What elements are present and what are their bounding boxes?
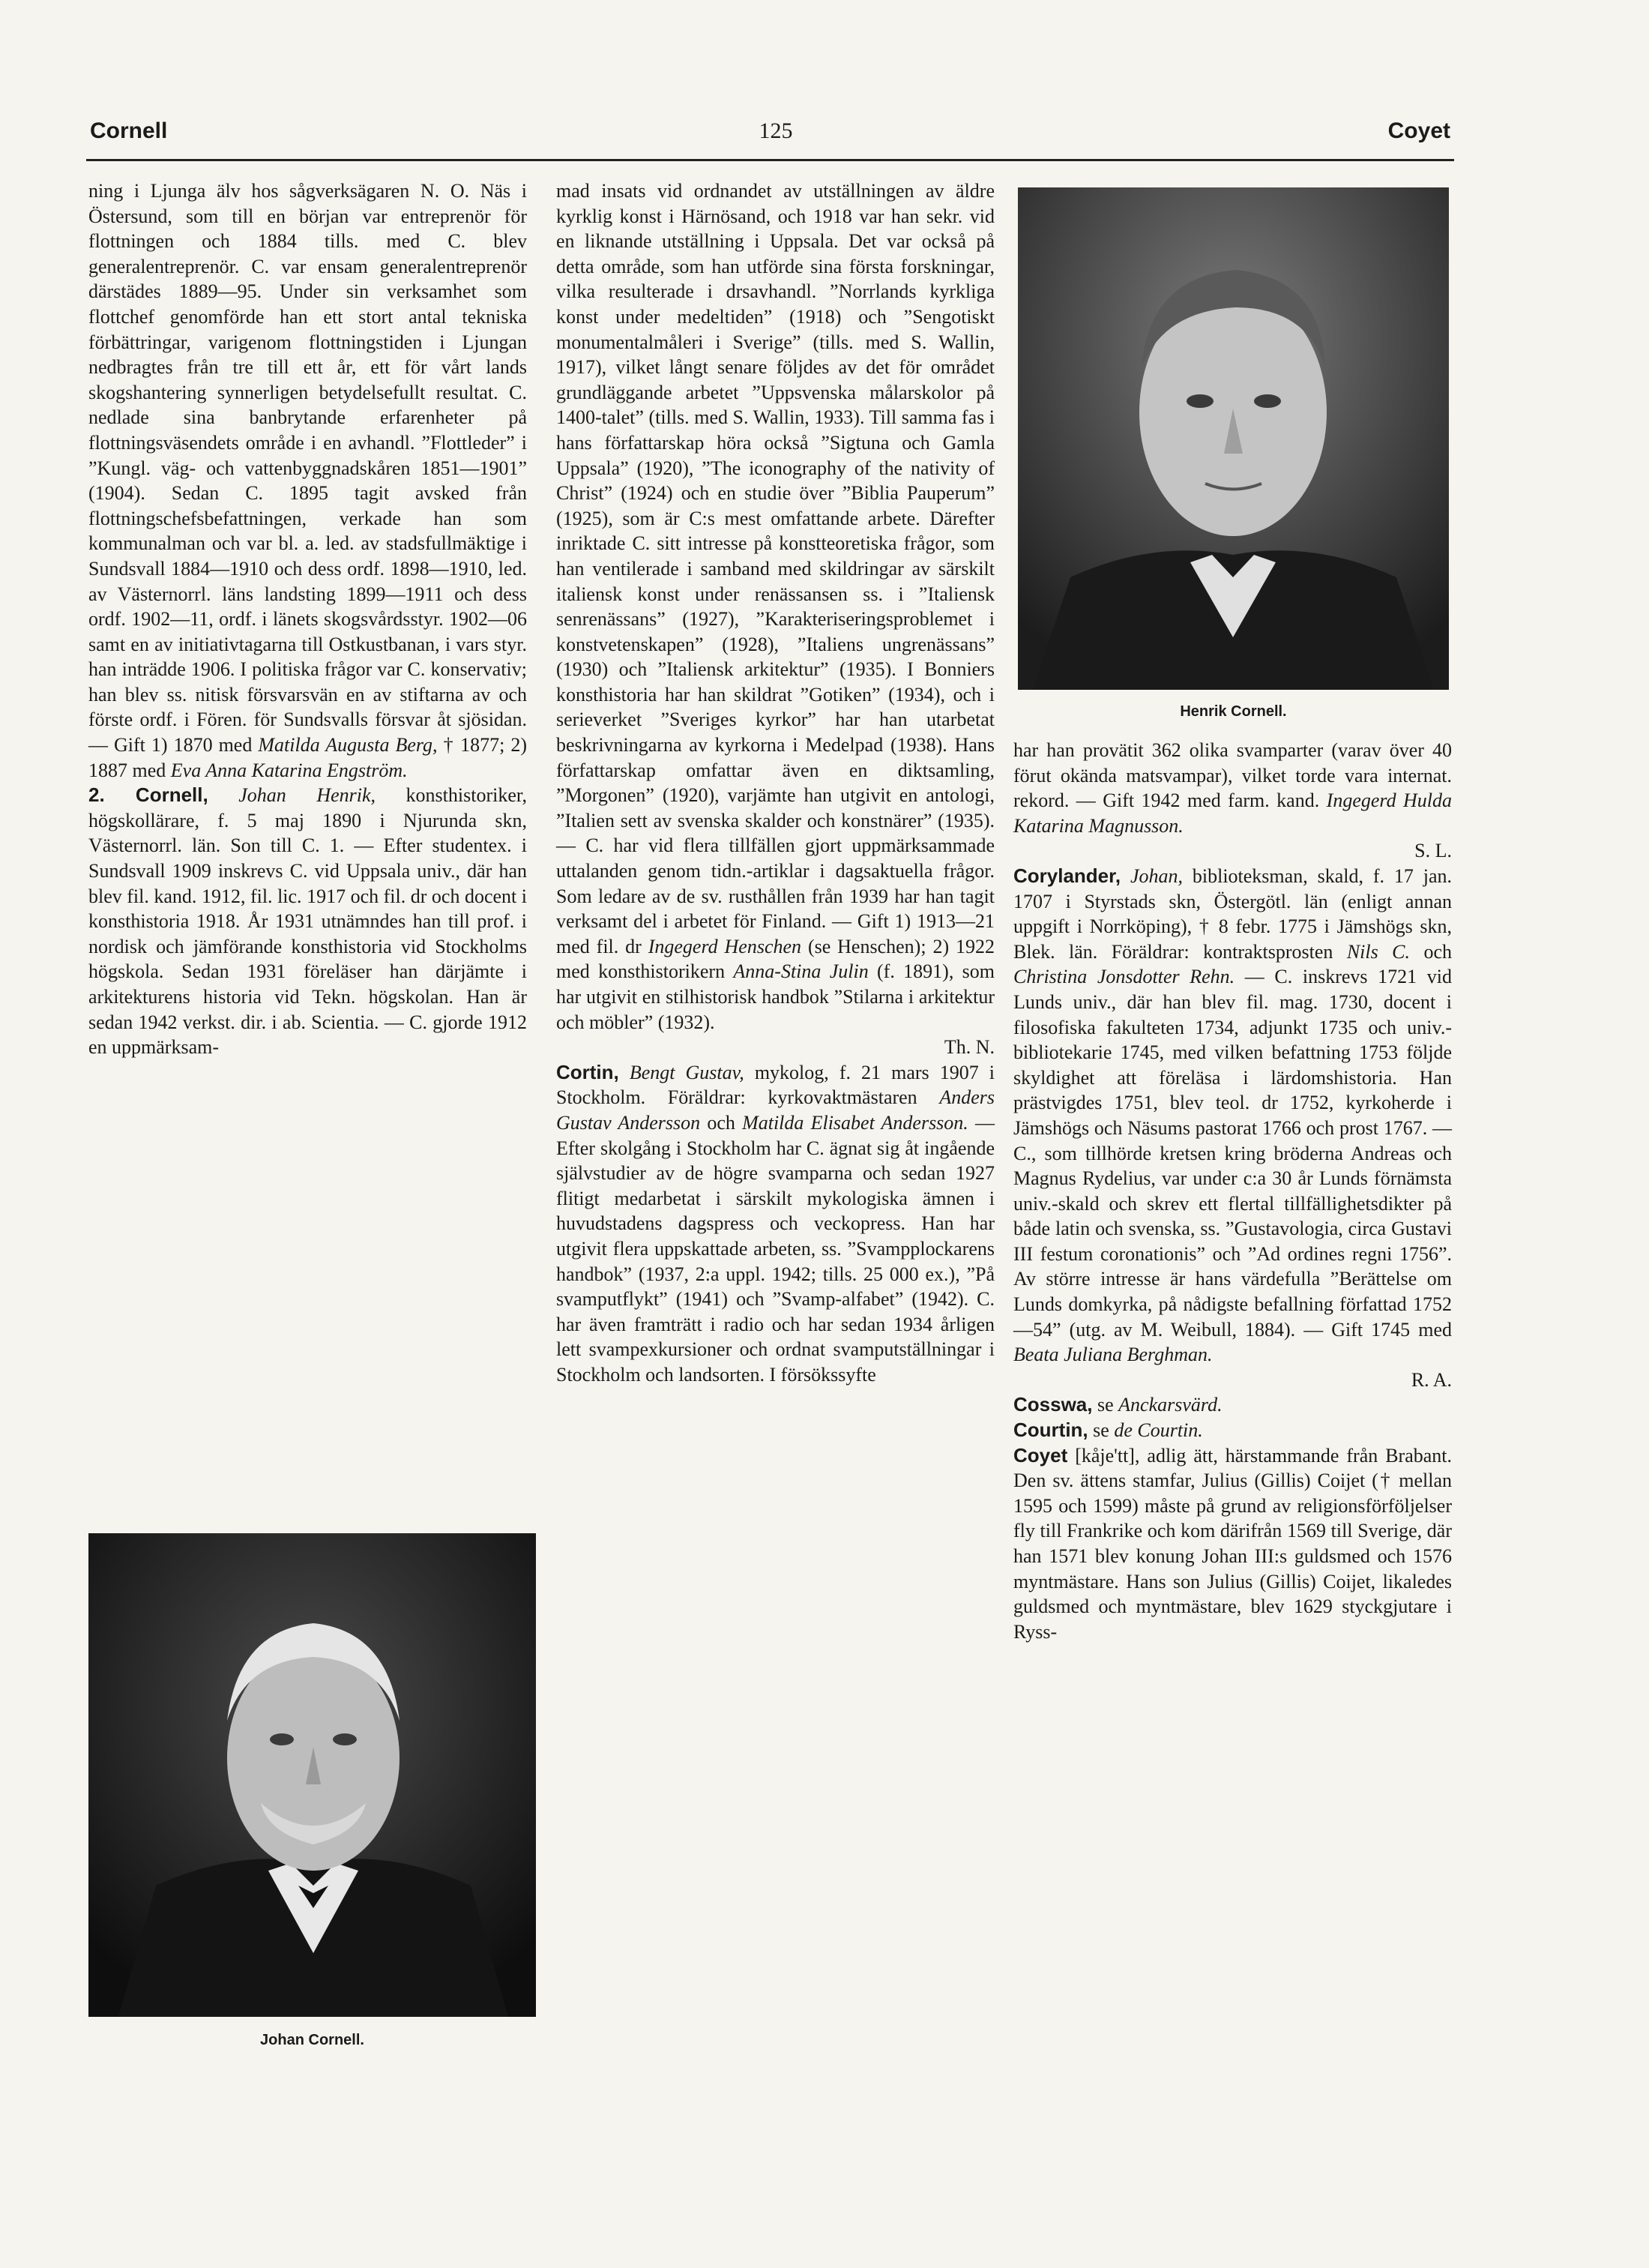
entry-heading: Corylander,: [1013, 864, 1121, 887]
author-signature: S. L.: [1414, 840, 1452, 862]
cornell1-mid: † 1877; 2) 1887 med: [88, 734, 527, 781]
column-1: [88, 178, 527, 1060]
cornell2-entry: [88, 783, 527, 1060]
running-header: [86, 112, 1454, 161]
continued-end: (f. 1891), som har utgivit en stilhistorisk handbok ”Stilarna i arkitektur och möbler” (1932).: [556, 960, 995, 1033]
wife2-name: Anna-Stina Julin: [733, 960, 869, 983]
entry-text: [kåje'tt], adlig ätt, härstammande från Brabant. Den sv. ättens stamfar, Julius (Gillis) Coijet († mellan 1595 och 1599) måste på grund av religionsförföljelser fly till Frankrike och kom därifrån 1569 till Sverige, där han 1571 blev konung Johan III:s guldsmed och 1576 myntmästare. Hans son Julius (Gillis) Coijet, likaledes guldsmed och myntmästare, blev 1629 styckgjutare i Ryss-: [1013, 1444, 1452, 1643]
column-3: [1013, 738, 1452, 1644]
header-right-word: Coyet: [1387, 118, 1450, 143]
cortin-continued: [1013, 738, 1452, 838]
cornell1-paragraph: [88, 178, 527, 783]
entry-heading: Coyet: [1013, 1443, 1068, 1467]
entry-text: se: [1092, 1394, 1119, 1416]
cornell1-text: ning i Ljunga älv hos sågverksägaren N. O. Näs i Östersund, som till en början var entreprenör för flottningen och 1884 tills. med C. blev generalentreprenör. C. var ensam generalentreprenör därstädes 1889—95. Under sin verksamhet som flottchef genomförde han ett stort antal tekniska förbättringar, varigenom flottningstiden i Ljungan nedbragtes från tre till ett år, ett för vårt lands skogshantering synnerligen betydelsefullt resultat. C. nedlade sina banbrytande erfarenheter på flottningsväsendets område i en avhandl. ”Flottleder” i ”Kungl. väg- och vattenbyggnadskåren 1851—1901” (1904). Sedan C. 1895 tagit avsked från flottningschefsbefattningen, verkade han som kommunalman och var bl. a. led. av stadsfullmäktige i Sundsvall 1884—1910 och dess ordf. 1898—1910, led. av Västernorrl. läns landsting 1899—1911 och dess ordf. 1902—11, ordf. i länets skogsvårdsstyr. 1902—06 samt en av initiativtagarna till Ostkustbanan, i vars styr. han inträdde 1906. I politiska frågor var C. konservativ; han blev ss. nitisk försvarsvän en av stiftarna av och förste ordf. i Fören. för Sundsvalls försvar åt sjösidan. — Gift 1) 1870 med: [88, 180, 527, 756]
caption-johan: Johan Cornell.: [260, 2032, 364, 2048]
entry-given-names: Bengt Gustav,: [629, 1061, 744, 1083]
column-2: [556, 178, 995, 1388]
caption-henrik: Henrik Cornell.: [1180, 703, 1287, 720]
wife-name: Ingegerd Hulda Katarina Magnusson.: [1013, 789, 1452, 837]
wife-name: Beata Juliana Berghman.: [1013, 1344, 1213, 1366]
continued-mid: (se Henschen); 2) 1922 med konsthistorikern: [556, 935, 995, 983]
header-left-word: Cornell: [90, 118, 168, 143]
entry-given-names: Johan Henrik,: [238, 784, 376, 807]
father-name: Nils C.: [1346, 940, 1411, 963]
conjunction: och: [1410, 940, 1452, 963]
author-signature: R. A.: [1411, 1368, 1452, 1391]
corylander-entry: [1013, 864, 1452, 1368]
coyet-entry: [1013, 1443, 1452, 1645]
cosswa-entry: [1013, 1392, 1452, 1418]
entry-text: mykolog, f. 21 mars 1907 i Stockholm. Föräldrar: kyrkovaktmästaren: [556, 1061, 995, 1109]
mother-name: Matilda Elisabet Andersson.: [742, 1111, 968, 1134]
wife1-name: Matilda Augusta Berg,: [258, 734, 438, 756]
entry-given-names: Johan,: [1130, 864, 1183, 887]
entry-text-2: — Efter skolgång i Stockholm har C. ägnat sig åt ingående självstudier av de högre svamparna och sedan 1927 flitigt medarbetat i särskilt mykologiska ämnen i huvudstadens dagspress och veckopress. Han har utgivit flera uppskattade arbeten, ss. ”Svampplockarens handbok” (1937, 2:a uppl. 1942; tills. 25 000 ex.), ”På svamputflykt” (1941) och ”Svamp-alfabet” (1942). C. har även framträtt i radio och har sedan 1934 årligen lett svampexkursioner och ordnat svamputställningar i Stockholm och landsorten. I försökssyfte: [556, 1111, 995, 1386]
entry-heading: Cortin,: [556, 1060, 619, 1083]
entry-heading: Cosswa,: [1013, 1393, 1093, 1416]
mother-name: Christina Jonsdotter Rehn.: [1013, 966, 1235, 988]
entry-text: biblioteksman, skald, f. 17 jan. 1707 i Styrstads skn, Östergötl. län (enligt annan uppgift i Norrköping), † 8 febr. 1775 i Jämshögs skn, Blek. län. Föräldrar: kontraktsprosten: [1013, 864, 1453, 963]
entry-heading: 2. Cornell,: [88, 783, 208, 807]
portrait-henrik-cornell: [1018, 187, 1449, 690]
cortin-entry: [556, 1060, 995, 1388]
cross-reference: Anckarsvärd.: [1118, 1394, 1223, 1416]
continued-text: har han provätit 362 olika svamparter (varav över 40 förut okända matsvampar), vilket torde vara internat. rekord. — Gift 1942 med farm. kand.: [1013, 739, 1452, 812]
wife1-name: Ingegerd Henschen: [648, 935, 802, 957]
wife2-name: Eva Anna Katarina Engström.: [170, 759, 408, 781]
author-signature: Th. N.: [944, 1036, 995, 1059]
cross-reference: de Courtin.: [1114, 1419, 1203, 1442]
continued-text: mad insats vid ordnandet av utställningen av äldre kyrklig konst i Härnösand, och 1918 var han sekr. vid en liknande utställning i Uppsala. Det var också på detta område, som han utförde sina första forskningar, vilka resulterade i drsavhandl. ”Norrlands kyrkliga konst under medeltiden” (1918) och ”Sengotiskt monumentalmåleri i Sverige” (tills. med S. Wallin, 1917), vilket långt senare följdes av det för området grundläggande arbetet ”Uppsvenska målarskolor på 1400-talet” (tills. med S. Wallin, 1933). Till samma fas i hans författarskap höra också ”Sigtuna och Gamla Uppsala” (1920), ”The iconography of the nativity of Christ” (1924) och en studie över ”Biblia Pauperum” (1925), som är C:s mest omfattande arbete. Därefter inriktade C. sitt intresse på konstteoretiska frågor, som han ventilerade i samband med skildringar av särskilt italiensk konst under renässansen ss. i ”Italiensk senrenässans” (1927), ”Karakteriseringsproblemet i konstvetenskapen” (1928), ”Italiens ungrenässans” (1930) och ”Italiensk arkitektur” (1935). I Bonniers konsthistoria har han skildrat ”Gotiken” (1934), och i serieverket ”Sveriges kyrkor” har han utarbetat beskrivningarna av kyrkorna i Medelpad (1938). Hans författarskap omfattar även en diktsamling, ”Morgonen” (1920), varjämte han utgivit en antologi, ”Italien sett av svenska skalder och konstnärer” (1935). — C. har vid flera tillfällen gjort uppmärksammade uttalanden genom tidn.-artiklar i dagsaktuella frågor. Som ledare av de sv. rusthållen från 1939 har han tagit verksamt del i arbetet för Finland. — Gift 1) 1913—21 med fil. dr: [556, 180, 995, 957]
cornell2-continued: [556, 178, 995, 1035]
entry-text-2: — C. inskrevs 1721 vid Lunds univ., där han blev fil. mag. 1730, docent i filosofiska fakulteten 1734, adjunkt 1735 och univ.-bibliotekarie 1745, med vilken befattning 1753 följde skyldighet att föreläsa i lärdomshistoria. Han prästvigdes 1751, blev teol. dr 1752, kyrkoherde i Jämshögs och Näsums pastorat 1766 och prost 1767. — C., som tillhörde kretsen kring bröderna Andreas och Magnus Rydelius, var under c:a 30 år Lunds förnämsta univ.-skald och skrev ett flertal tillfällighetsdikter på både latin och svenska, ss. ”Gustavologia, circa Gustavi III festum coronationis” och ”Ad ordines regni 1756”. Av större intresse är hans värdefulla ”Berättelse om Lunds domkyrka, på nådigste befallning författad 1752—54” (utg. av M. Weibull, 1884). — Gift 1745 med: [1013, 966, 1452, 1341]
entry-text: se: [1088, 1419, 1115, 1442]
conjunction: och: [700, 1111, 743, 1134]
entry-text: konsthistoriker, högskollärare, f. 5 maj 1890 i Njurunda skn, Västernorrl. län. Son till C. 1. — Efter studentex. i Sundsvall 1909 inskrevs C. vid Uppsala univ., där han blev fil. kand. 1912, fil. lic. 1917 och fil. dr och docent i konsthistoria 1918. År 1931 utnämndes han till prof. i nordisk och jämförande konsthistoria vid Stockholms högskola. Sedan 1931 föreläser han därjämte i arkitekturens historia vid Tekn. högskolan. Han är sedan 1942 verkst. dir. i ab. Scientia. — C. gjorde 1912 en uppmärksam-: [88, 784, 528, 1059]
page-number: 125: [759, 118, 793, 143]
entry-heading: Courtin,: [1013, 1419, 1088, 1442]
portrait-johan-cornell: [88, 1533, 536, 2017]
courtin-entry: [1013, 1418, 1452, 1443]
father-name: Anders Gustav Andersson: [556, 1086, 995, 1134]
